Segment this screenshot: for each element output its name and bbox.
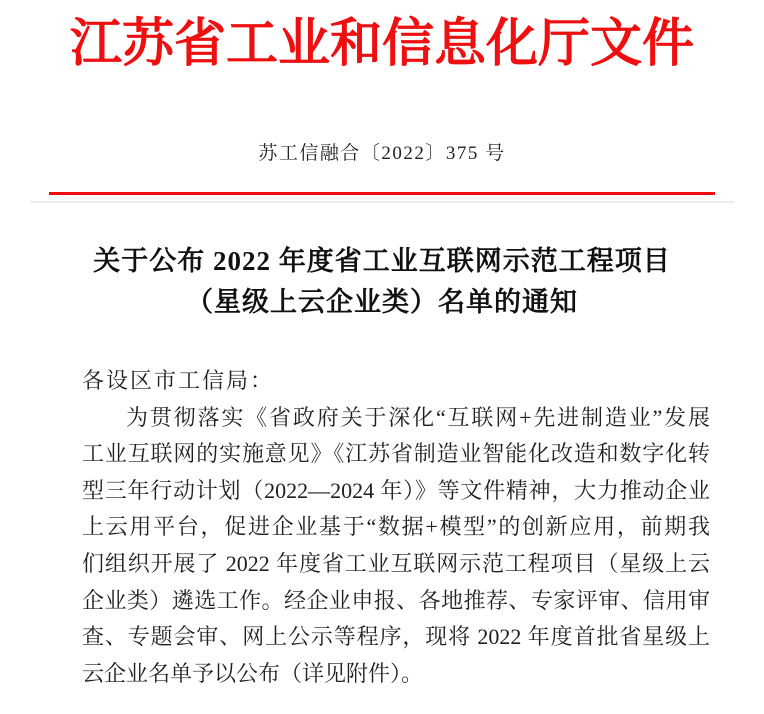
doc-reference-number: 苏工信融合〔2022〕375 号 [258, 143, 506, 164]
document-title [0, 241, 764, 323]
body-line: 为贯彻落实《省政府关于深化“互联网+先进制造业”发展 [126, 404, 710, 430]
scan-shadow-line [30, 201, 734, 203]
body-line: 云企业名单予以公布（详见附件）。 [82, 660, 424, 686]
body-line: 型三年行动计划（2022—2024 年）》等文件精神，大力推动企业 [82, 477, 710, 503]
body-line: 们组织开展了 2022 年度省工业互联网示范工程项目（星级上云 [82, 550, 710, 576]
document-title-line-1: 关于公布 2022 年度省工业互联网示范工程项目 [93, 246, 671, 276]
letter-body [82, 363, 710, 692]
body-line: 企业类）遴选工作。经企业申报、各地推荐、专家评审、信用审 [82, 587, 710, 613]
salutation: 各设区市工信局： [82, 368, 275, 393]
body-line: 上云用平台，促进企业基于“数据+模型”的创新应用，前期我 [82, 514, 710, 540]
body-line: 工业互联网的实施意见》《江苏省制造业智能化改造和数字化转 [82, 441, 710, 467]
document-title-line-2: （星级上云企业类）名单的通知 [186, 287, 578, 317]
agency-header-title: 江苏省工业和信息化厅文件 [69, 16, 694, 73]
red-separator-rule [49, 192, 715, 195]
body-line: 查、专题会审、网上公示等程序，现将 2022 年度首批省星级上 [82, 624, 710, 650]
